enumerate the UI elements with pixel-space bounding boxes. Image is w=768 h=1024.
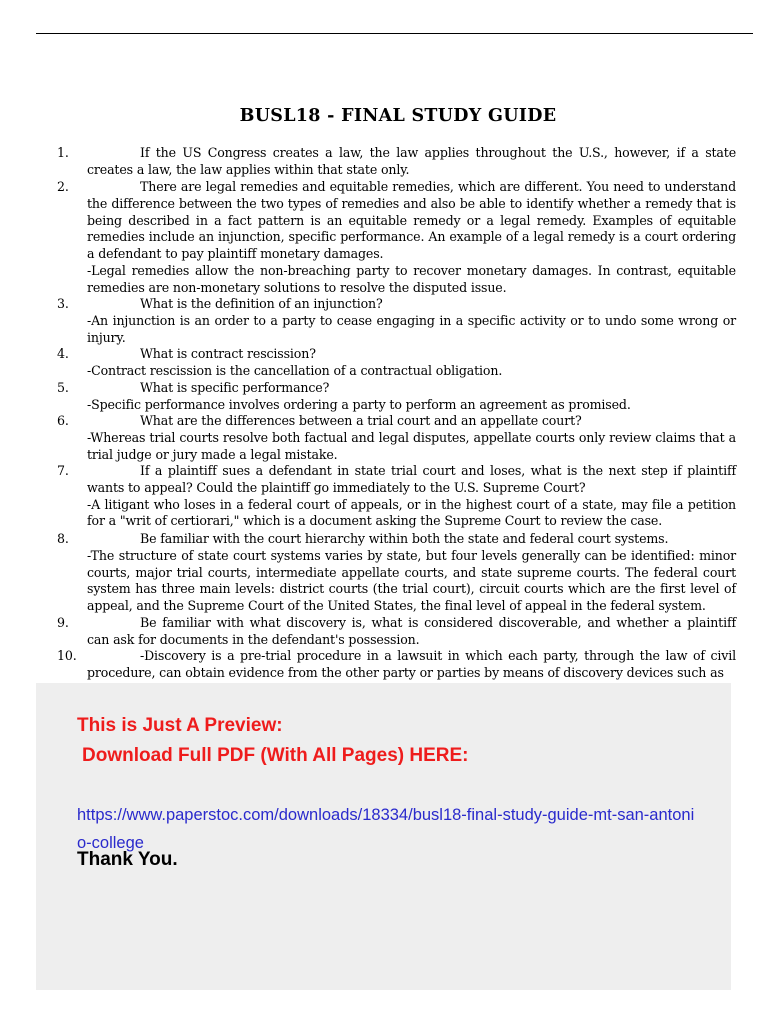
item-question: What are the differences between a trial court and an appellate court? (140, 413, 582, 428)
thank-you-text: Thank You. (77, 849, 178, 870)
item-number: 5. (57, 380, 69, 395)
list-item (57, 145, 736, 179)
item-question: Be familiar with what discovery is, what is considered discoverable, and whether a plaintiff can ask for documents in the defendant's possession. (87, 615, 736, 647)
item-question: Be familiar with the court hierarchy within both the state and federal court systems. (140, 531, 669, 546)
preview-overlay (36, 683, 731, 990)
list-item (57, 648, 736, 682)
item-answer: -A litigant who loses in a federal court of appeals, or in the highest court of a state, may file a petition for a "writ of certiorari," which is a document asking the Supreme Court to review the case. (87, 496, 736, 529)
item-number: 1. (57, 145, 69, 160)
item-number: 9. (57, 615, 69, 630)
item-answer: -Specific performance involves ordering a party to perform an agreement as promised. (87, 396, 631, 412)
top-rule (36, 33, 753, 34)
list-item (57, 413, 736, 463)
item-question: There are legal remedies and equitable remedies, which are different. You need to understand the difference between the two types of remedies and also be able to identify whether a remedy that is being described in a fact pattern is an equitable remedy or a legal remedy. Examples of equitable remedies include an injunction, specific performance. An example of a legal remedy is a court ordering a defendant to pay plaintiff monetary damages. (87, 179, 736, 262)
item-number: 4. (57, 346, 69, 361)
item-number: 10. (57, 648, 77, 663)
item-question: -Discovery is a pre-trial procedure in a lawsuit in which each party, through the law of civil procedure, can obtain evidence from the other party or parties by means of discovery devices such as (87, 648, 736, 680)
document-title: BUSL18 - FINAL STUDY GUIDE (239, 106, 557, 126)
download-prompt: Download Full PDF (With All Pages) HERE: (82, 745, 469, 766)
list-item (57, 531, 736, 615)
list-item (57, 296, 736, 346)
preview-notice: This is Just A Preview: (77, 715, 283, 736)
item-question: What is specific performance? (140, 380, 330, 395)
list-item (57, 463, 736, 530)
item-answer: -An injunction is an order to a party to cease engaging in a specific activity or to undo some wrong or injury. (87, 312, 736, 345)
item-question: What is the definition of an injunction? (140, 296, 383, 311)
item-number: 6. (57, 413, 69, 428)
item-question: If the US Congress creates a law, the law applies throughout the U.S., however, if a state creates a law, the law applies within that state only. (87, 145, 736, 177)
list-item (57, 380, 736, 414)
item-answer: -Whereas trial courts resolve both factual and legal disputes, appellate courts only review claims that a trial judge or jury made a legal mistake. (87, 429, 736, 462)
item-number: 2. (57, 179, 69, 194)
item-answer: -The structure of state court systems varies by state, but four levels generally can be identified: minor courts, major trial courts, intermediate appellate courts, and state supreme courts. The federal court system has three main levels: district courts (the trial court), circuit courts which are the first level of appeal, and the Supreme Court of the United States, the final level of appeal in the federal system. (87, 547, 736, 614)
item-answer: -Legal remedies allow the non-breaching party to recover monetary damages. In contrast, equitable remedies are non-monetary solutions to resolve the disputed issue. (87, 262, 736, 295)
list-item (57, 346, 736, 380)
item-number: 3. (57, 296, 69, 311)
item-number: 8. (57, 531, 69, 546)
list-item (57, 615, 736, 649)
list-item (57, 179, 736, 297)
item-question: What is contract rescission? (140, 346, 316, 361)
item-answer: -Contract rescission is the cancellation of a contractual obligation. (87, 362, 503, 378)
download-link[interactable]: https://www.paperstoc.com/downloads/18334/busl18-final-study-guide-mt-san-antonio-college (77, 806, 695, 852)
item-question: If a plaintiff sues a defendant in state trial court and loses, what is the next step if plaintiff wants to appeal? Could the plaintiff go immediately to the U.S. Supreme Court? (87, 463, 736, 495)
item-number: 7. (57, 463, 69, 478)
